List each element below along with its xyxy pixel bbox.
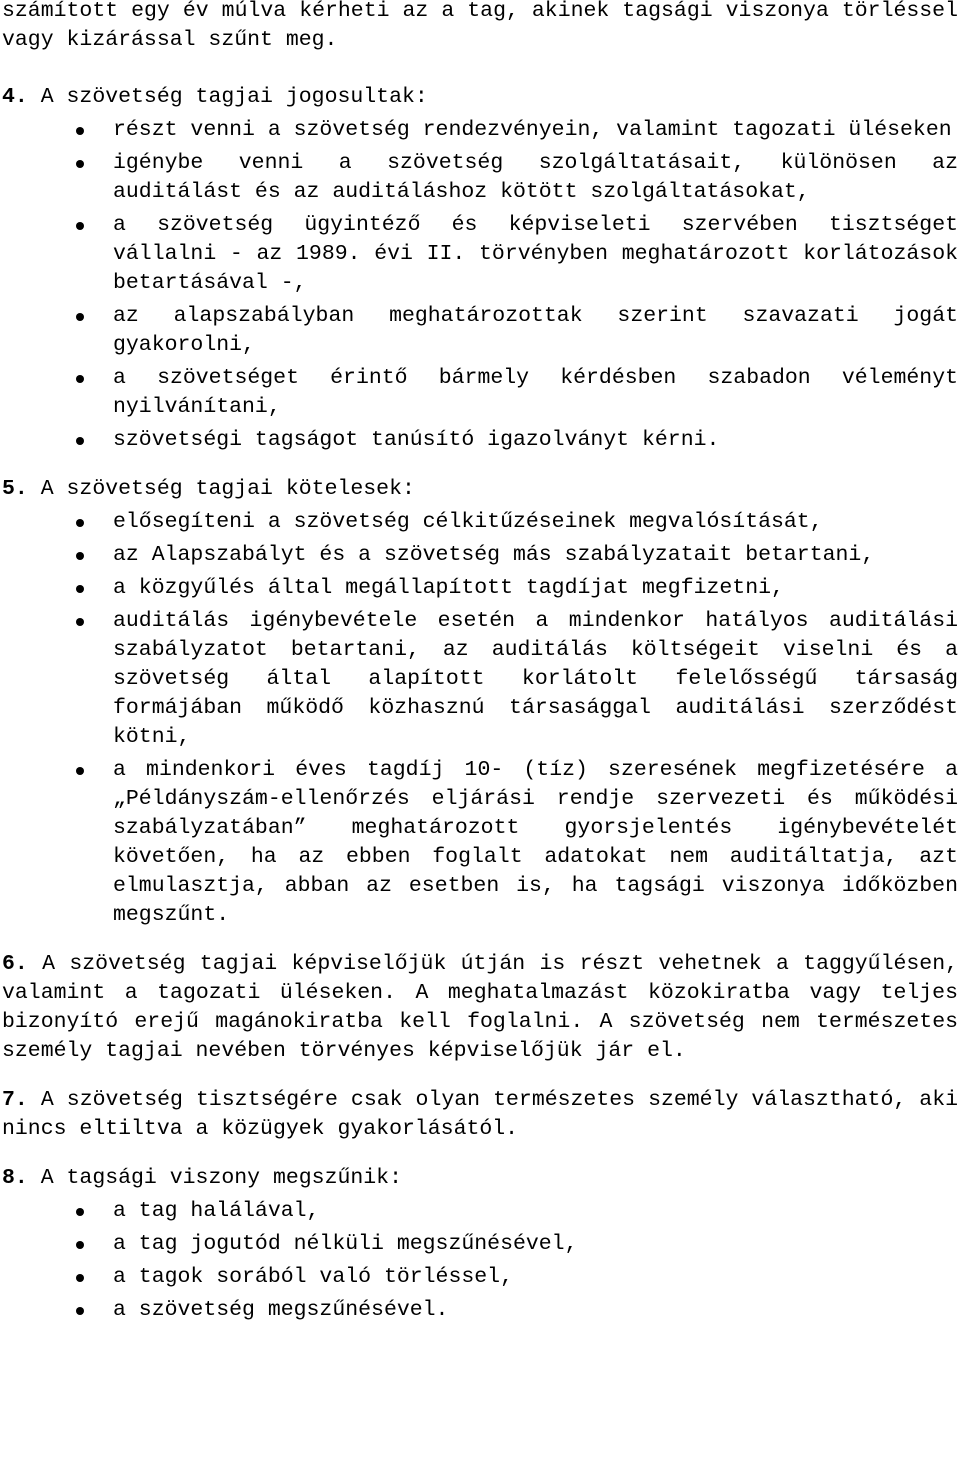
list-item-text: a tag halálával, — [113, 1199, 320, 1223]
list-item-text: az alapszabályban meghatározottak szerint szavazati jogát gyakorolni, — [113, 304, 958, 357]
list-item — [113, 541, 958, 570]
section-8-list — [2, 1197, 958, 1325]
section-5-list — [2, 508, 958, 930]
bullet-icon — [76, 552, 84, 560]
section-4-list — [2, 116, 958, 455]
list-item-text: a mindenkori éves tagdíj 10- (tíz) szeresének megfizetésére a „Példányszám-ellenőrzés eljárási rendje szervezeti és működési szabályzatában” meghatározott gyorsjelentés igénybevételét követően, ha az ebben foglalt adatokat nem auditáltatja, azt elmulasztja, abban az esetben is, ha tagsági viszonya időközben megszűnt. — [113, 758, 958, 927]
list-item-text: auditálás igénybevétele esetén a mindenkor hatályos auditálási szabályzatot betartani, az auditálás költségeit viselni és a szövetség által alapított korlátolt felelősségű társaság formájában működő közhasznú társasággal auditálási szerződést kötni, — [113, 609, 958, 749]
bullet-icon — [76, 767, 84, 775]
section-6 — [2, 950, 958, 1066]
list-item — [113, 364, 958, 422]
section-5-number: 5. — [2, 477, 28, 501]
list-item — [113, 1197, 958, 1226]
section-8-heading — [2, 1164, 958, 1193]
section-6-text: A szövetség tagjai képviselőjük útján is részt vehetnek a taggyűlésen, valamint a tagozati üléseken. A meghatalmazást közokiratba vagy teljes bizonyító erejű magánokiratba kell foglalni. A szövetség nem természetes személy tagjai nevében törvényes képviselőjük jár el. — [2, 952, 959, 1063]
bullet-icon — [76, 1208, 84, 1216]
bullet-icon — [76, 160, 84, 168]
continuation-paragraph: számított egy év múlva kérheti az a tag, akinek tagsági viszonya törléssel vagy kizárással szűnt meg. — [2, 0, 958, 52]
section-4 — [2, 83, 958, 455]
section-8-number: 8. — [2, 1166, 28, 1190]
list-item — [113, 149, 958, 207]
list-item-text: elősegíteni a szövetség célkitűzéseinek megvalósítását, — [113, 510, 823, 534]
document-page — [2, 0, 958, 1329]
list-item-text: igénybe venni a szövetség szolgáltatásait, különösen az auditálást és az auditáláshoz kötött szolgáltatásokat, — [113, 151, 958, 204]
bullet-icon — [76, 375, 84, 383]
bullet-icon — [76, 313, 84, 321]
section-7-number: 7. — [2, 1088, 28, 1112]
list-item — [113, 1230, 958, 1259]
list-item — [113, 1263, 958, 1292]
section-7-text: A szövetség tisztségére csak olyan természetes személy választható, aki nincs eltiltva a közügyek gyakorlásától. — [2, 1088, 958, 1141]
section-5-heading — [2, 475, 958, 504]
section-5 — [2, 475, 958, 930]
list-item — [113, 116, 958, 145]
list-item-text: szövetségi tagságot tanúsító igazolványt kérni. — [113, 428, 720, 452]
list-item-text: a tagok sorából való törléssel, — [113, 1265, 513, 1289]
bullet-icon — [76, 585, 84, 593]
list-item-text: a szövetség ügyintéző és képviseleti szervében tisztséget vállalni - az 1989. évi II. törvényben meghatározott korlátozások betartásával -, — [113, 213, 958, 295]
list-item-text: az Alapszabályt és a szövetség más szabályzatait betartani, — [113, 543, 875, 567]
bullet-icon — [76, 1274, 84, 1282]
section-6-paragraph — [2, 950, 958, 1066]
list-item — [113, 302, 958, 360]
section-5-heading-text: A szövetség tagjai kötelesek: — [40, 477, 415, 501]
bullet-icon — [76, 618, 84, 626]
list-item — [113, 1296, 958, 1325]
bullet-icon — [76, 127, 84, 135]
list-item — [113, 508, 958, 537]
section-7-paragraph — [2, 1086, 958, 1144]
list-item — [113, 426, 958, 455]
list-item-text: a szövetség megszűnésével. — [113, 1298, 449, 1322]
bullet-icon — [76, 1241, 84, 1249]
section-7 — [2, 1086, 958, 1144]
section-8 — [2, 1164, 958, 1325]
section-6-number: 6. — [2, 952, 28, 976]
section-4-heading — [2, 83, 958, 112]
section-8-heading-text: A tagsági viszony megszűnik: — [40, 1166, 402, 1190]
list-item — [113, 756, 958, 930]
section-4-heading-text: A szövetség tagjai jogosultak: — [40, 85, 428, 109]
list-item-text: a tag jogutód nélküli megszűnésével, — [113, 1232, 578, 1256]
section-4-number: 4. — [2, 85, 28, 109]
list-item — [113, 574, 958, 603]
list-item — [113, 211, 958, 298]
bullet-icon — [76, 437, 84, 445]
list-item — [113, 607, 958, 752]
bullet-icon — [76, 519, 84, 527]
list-item-text: részt venni a szövetség rendezvényein, valamint tagozati üléseken — [113, 118, 952, 142]
bullet-icon — [76, 222, 84, 230]
list-item-text: a közgyűlés által megállapított tagdíjat megfizetni, — [113, 576, 784, 600]
list-item-text: a szövetséget érintő bármely kérdésben szabadon véleményt nyilvánítani, — [113, 366, 958, 419]
bullet-icon — [76, 1307, 84, 1315]
